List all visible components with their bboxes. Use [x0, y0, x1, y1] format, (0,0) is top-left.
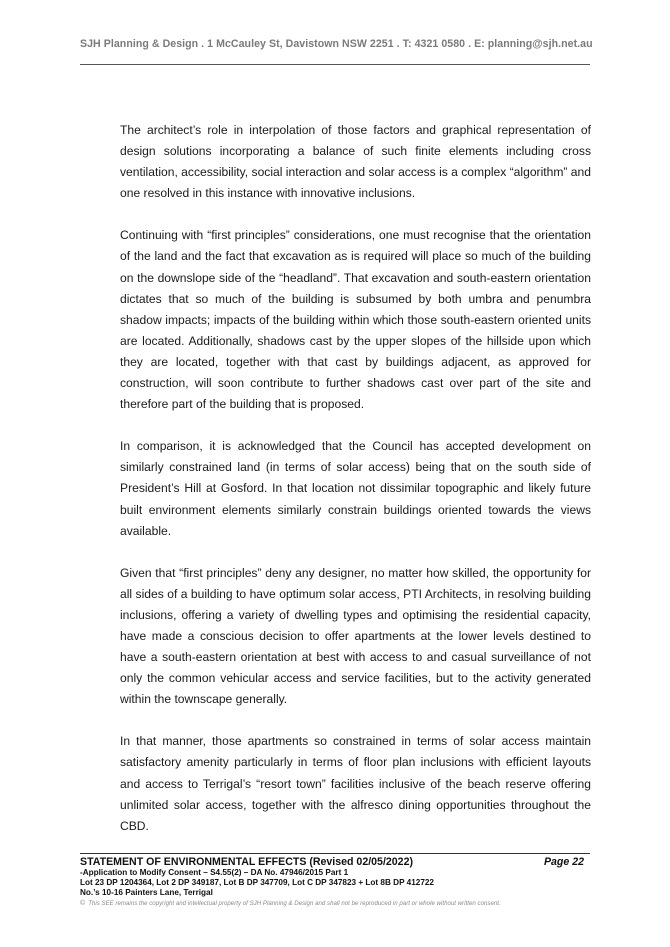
body-text: [120, 120, 591, 858]
page-header: SJH Planning & Design . 1 McCauley St, Davistown NSW 2251 . T: 4321 0580 . E: planning@sjh.net.au: [80, 38, 593, 50]
page-number: Page 22: [543, 856, 584, 868]
copyright-notice: [80, 900, 590, 907]
footer-application-line: -Application to Modify Consent – S4.55(2) – DA No. 47946/2015 Part 1: [80, 868, 349, 877]
footer-document-title: STATEMENT OF ENVIRONMENTAL EFFECTS (Revised 02/05/2022): [80, 856, 413, 868]
page-footer: [80, 856, 590, 907]
paragraph-architect-role: The architect’s role in interpolation of those factors and graphical representation of design solutions incorporating a balance of such finite elements including cross ventilation, accessibility, social interaction and solar access is a complex “algorithm” and one resolved in this instance with innovative inclusions.: [120, 123, 591, 201]
paragraph-comparison: In comparison, it is acknowledged that the Council has accepted development on similarly constrained land (in terms of solar access) being that on the south side of President’s Hill at Gosford. In that location not dissimilar topographic and likely future built environment elements similarly constrain buildings oriented towards the views available.: [120, 439, 591, 538]
paragraph-amenity: In that manner, those apartments so constrained in terms of solar access maintain satisfactory amenity particularly in terms of floor plan inclusions with efficient layouts and access to Terrigal’s “resort town” facilities inclusive of the beach reserve offering unlimited solar access, together with the alfresco dining opportunities throughout the CBD.: [120, 734, 591, 833]
copyright-icon: ©: [80, 900, 86, 907]
footer-divider: [80, 853, 590, 854]
header-divider: [80, 64, 590, 65]
paragraph-first-principles: Continuing with “first principles” considerations, one must recognise that the orientation of the land and the fact that excavation as is required will place so much of the building on the downslope side of the “headland”. That excavation and south-eastern orientation dictates that so much of the building is subsumed by both umbra and penumbra shadow impacts; impacts of the building within which those south-eastern oriented units are located. Additionally, shadows cast by the upper slopes of the hillside upon which they are located, together with that cast by buildings adjacent, as approved for construction, will soon contribute to further shadows cast over part of the site and therefore part of the building that is proposed.: [120, 228, 591, 412]
footer-address-line: No.’s 10-16 Painters Lane, Terrigal: [80, 888, 213, 897]
footer-lots-line: Lot 23 DP 1204364, Lot 2 DP 349187, Lot B DP 347709, Lot C DP 347823 + Lot 8B DP 412722: [80, 878, 434, 887]
paragraph-design-decision: Given that “first principles” deny any designer, no matter how skilled, the opportunity for all sides of a building to have optimum solar access, PTI Architects, in resolving building inclusions, offering a variety of dwelling types and optimising the residential capacity, have made a conscious decision to offer apartments at the lower levels destined to have a south-eastern orientation at best with access to and casual surveillance of not only the common vehicular access and service facilities, but to the activity generated within the townscape generally.: [120, 565, 591, 707]
copyright-text: This SEE remains the copyright and intellectual property of SJH Planning & Design and shall not be reproduced in part or whole without written consent.: [88, 900, 501, 907]
